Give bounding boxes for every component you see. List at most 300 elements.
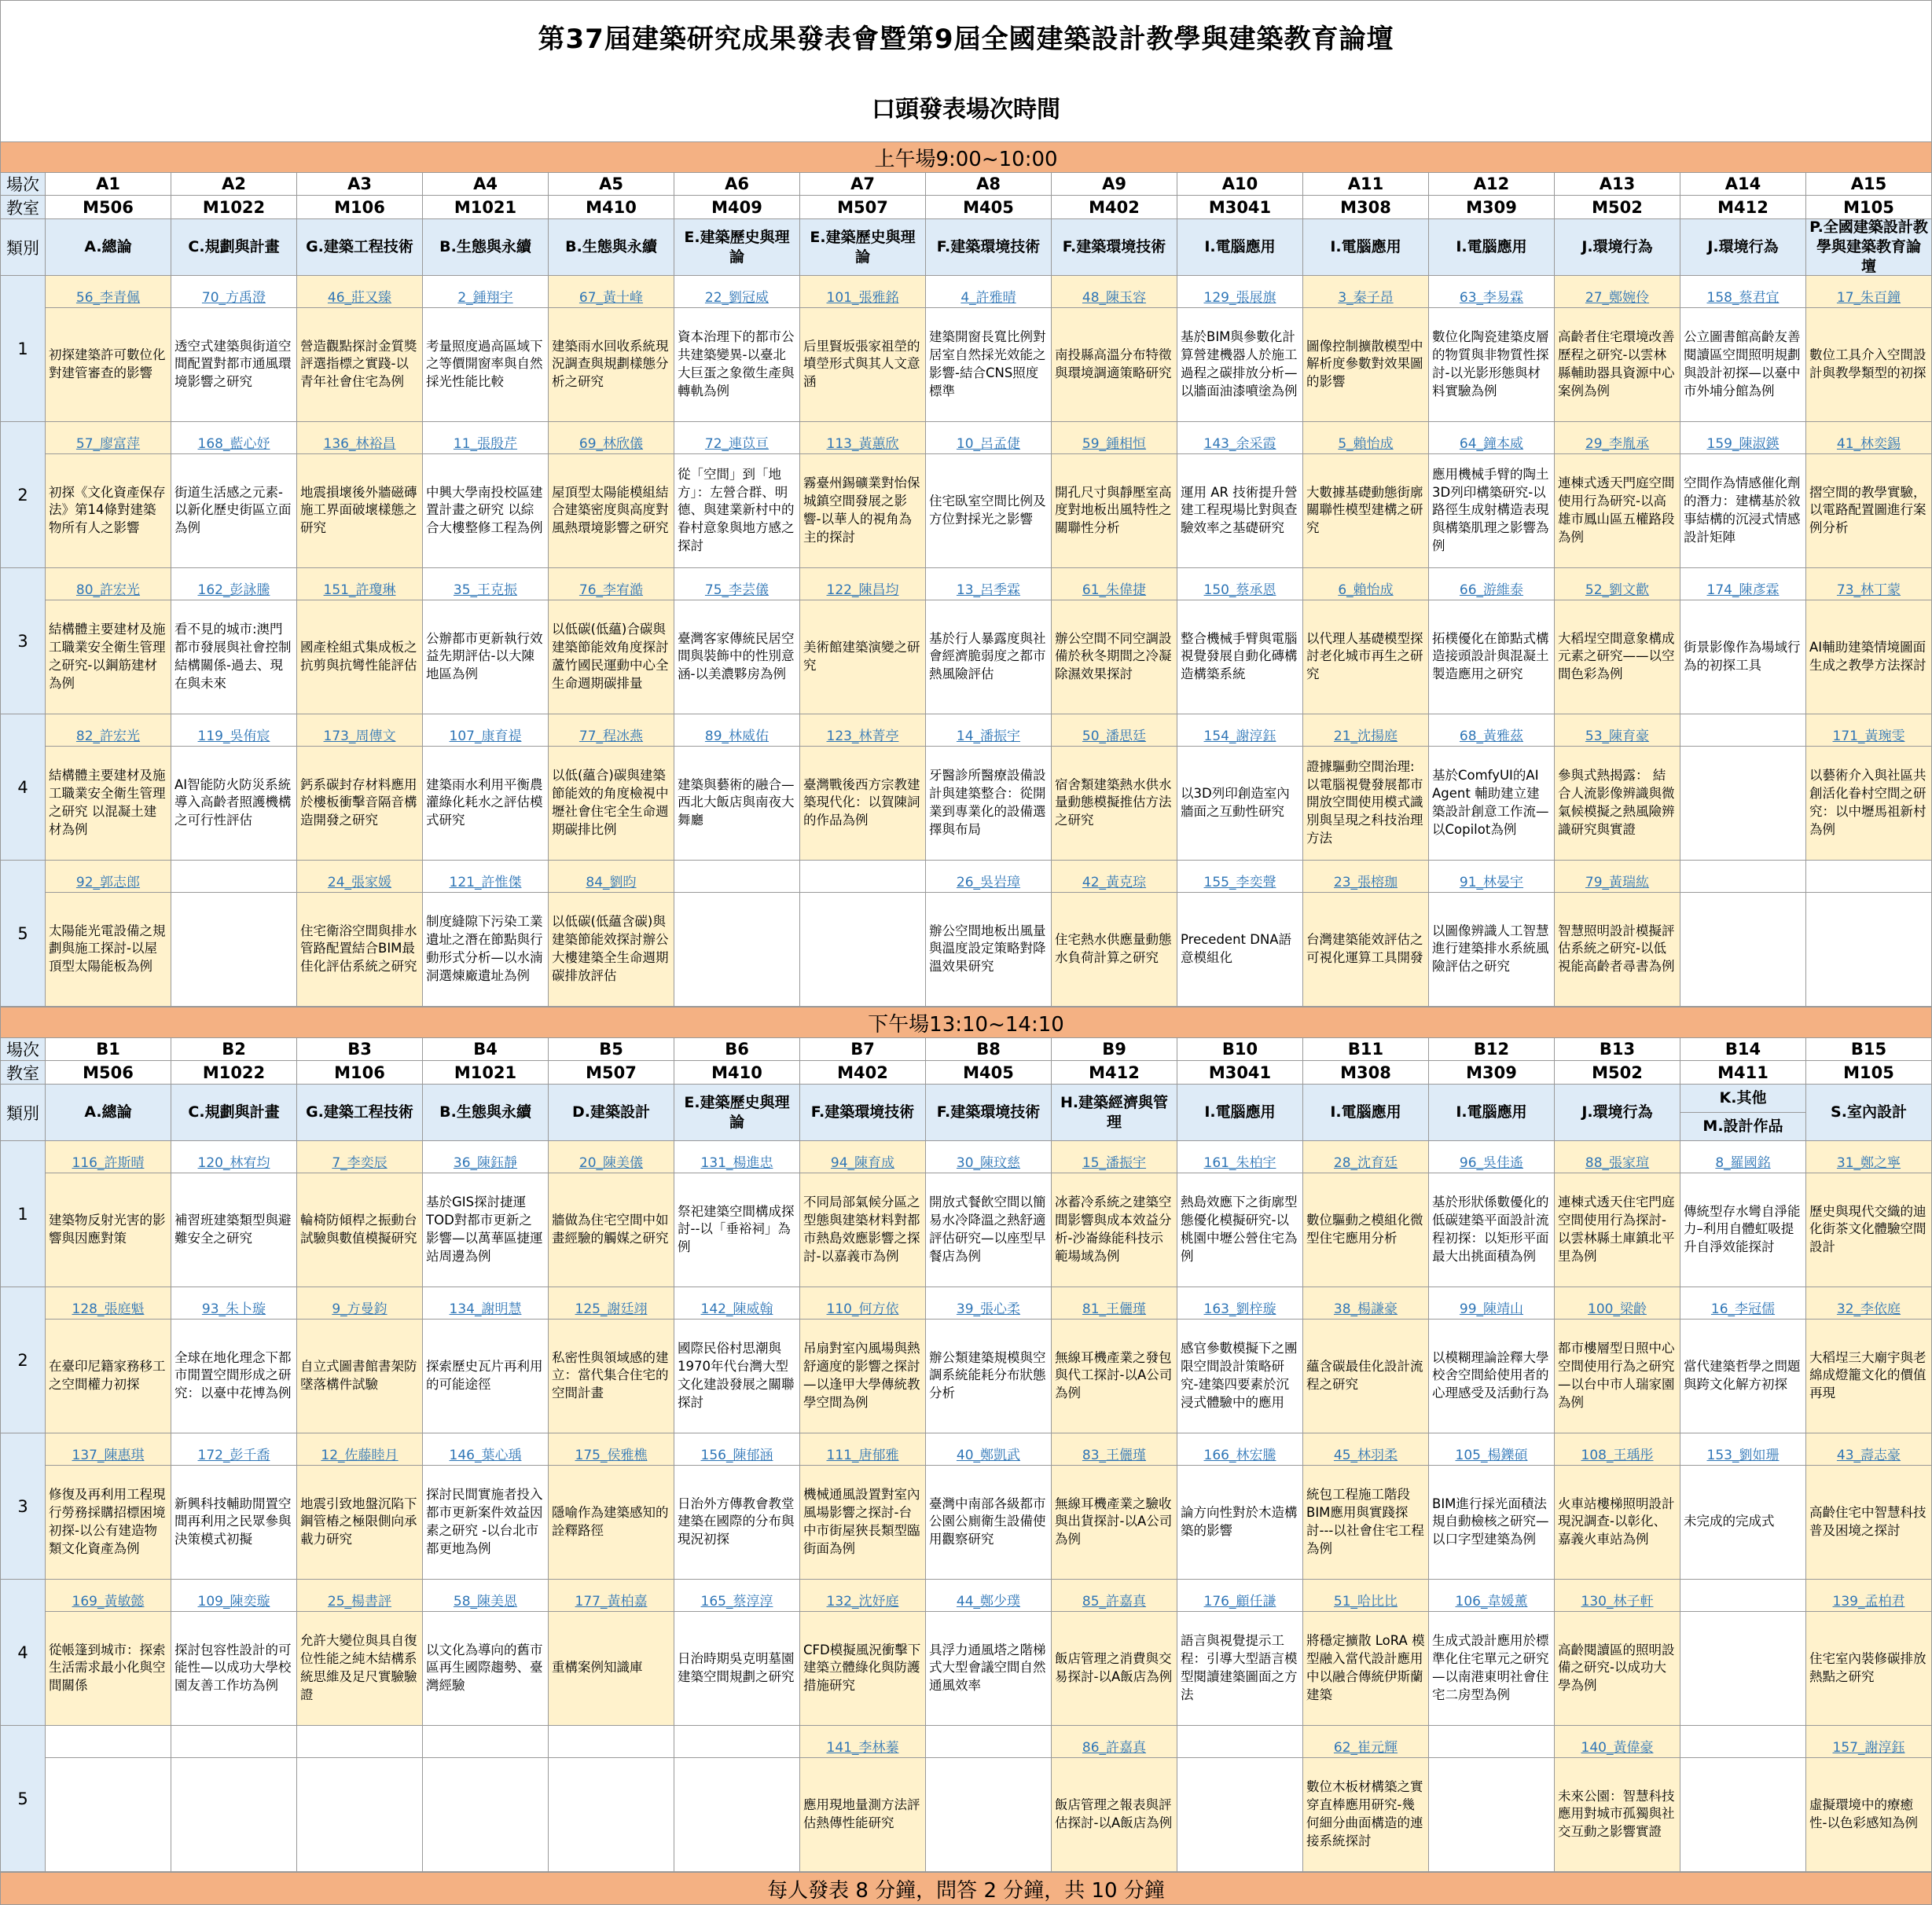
presenter-link[interactable]: 77_程冰燕 [549,714,674,747]
presenter-link[interactable]: 168_藍心妤 [171,422,296,454]
presenter-link[interactable]: 132_沈妤庭 [800,1580,925,1612]
presenter-link[interactable]: 116_許斯晴 [46,1141,171,1173]
presenter-link[interactable] [674,1726,799,1758]
page-subtitle: 口頭發表場次時間 [872,96,1060,123]
presenter-link[interactable]: 40_鄭凱武 [926,1433,1051,1466]
paper-title: 以圖像辨識人工智慧進行建築排水系統風險評估之研究 [1432,923,1549,975]
presenter-link[interactable]: 129_張展旗 [1177,276,1302,308]
presentation-slot [171,276,297,422]
paper-title: 資本治理下的都市公共建築變異-以臺北大巨蛋之象徵生產與轉軌為例 [678,329,795,398]
presenter-link[interactable] [46,1726,171,1758]
presenter-link[interactable]: 110_何方依 [800,1287,925,1320]
session-code: B12 [1429,1038,1555,1061]
presenter-link[interactable]: 10_呂孟倢 [926,422,1051,454]
presenter-link[interactable]: 93_朱卜璇 [171,1287,296,1320]
presenter-link[interactable]: 161_朱柏宇 [1177,1141,1302,1173]
presenter-link[interactable]: 101_張雅銘 [800,276,925,308]
presentation-slot [674,1433,800,1580]
presenter-link[interactable]: 92_郭志郎 [46,861,171,893]
paper-title: 建築與藝術的融合—西北大飯店與南夜大舞廳 [678,776,795,828]
presenter-link[interactable]: 94_陳育成 [800,1141,925,1173]
presentation-slot [171,1580,297,1726]
paper-title: 制度縫隙下污染工業遺址之潛在節點與行動形式分析—以水湳洞選煉廠遺址為例 [426,914,543,983]
presenter-link[interactable]: 61_朱偉捷 [1052,568,1177,600]
presenter-link[interactable]: 15_潘振宇 [1052,1141,1177,1173]
presenter-link[interactable]: 136_林裕昌 [297,422,422,454]
presenter-link[interactable]: 85_許嘉真 [1052,1580,1177,1612]
presenter-link[interactable]: 113_黃蕙欣 [800,422,925,454]
presentation-slot [1680,1580,1806,1726]
page-header [0,0,1932,141]
paper-title: 建築雨水利用平衡農灌綠化耗水之評估模式研究 [426,776,543,828]
presentation-slot [46,1580,171,1726]
presentation-slot [171,1287,297,1433]
presenter-link[interactable]: 68_黃雅茲 [1429,714,1554,747]
paper-title [1680,747,1805,860]
presentation-slot [297,568,423,714]
presenter-link[interactable]: 13_呂季霖 [926,568,1051,600]
presentation-slot [674,1726,800,1872]
session-code: A3 [297,173,423,196]
presenter-link[interactable]: 111_唐郁雅 [800,1433,925,1466]
paper-title: 歷史與現代交織的迪化街茶文化體驗空間設計 [1809,1203,1926,1255]
presenter-link[interactable]: 2_鍾翔宇 [423,276,548,308]
presenter-link[interactable]: 4_許雅晴 [926,276,1051,308]
presenter-link[interactable]: 5_賴怡成 [1303,422,1428,454]
presenter-link[interactable]: 91_林晏宇 [1429,861,1554,893]
presenter-link[interactable]: 175_侯雅樵 [549,1433,674,1466]
presenter-link[interactable]: 24_張家媛 [297,861,422,893]
presentation-slot [46,568,171,714]
presenter-link[interactable]: 48_陳玉容 [1052,276,1177,308]
presenter-link[interactable]: 159_陳淑鍈 [1680,422,1805,454]
category-label: F.建築環境技術 [800,1085,926,1141]
presenter-link[interactable]: 171_黃琬雯 [1806,714,1931,747]
paper-title: 街道生活感之元素-以新化歷史街區立面為例 [174,484,292,536]
presenter-link[interactable]: 50_潘思廷 [1052,714,1177,747]
presentation-slot [171,1141,297,1287]
presenter-link[interactable]: 7_李奕辰 [297,1141,422,1173]
presenter-link[interactable]: 100_梁齡 [1555,1287,1680,1320]
presenter-link[interactable] [171,861,296,893]
presentation-slot [297,1141,423,1287]
session-code: A6 [674,173,800,196]
presenter-link[interactable]: 109_陳奕璇 [171,1580,296,1612]
room-number: M106 [297,1061,423,1085]
paper-title: 數位工具介入空間設計與教學類型的初探 [1809,347,1926,380]
presentation-slot [549,1726,674,1872]
page-title: 第37屆建築研究成果發表會暨第9屆全國建築設計教學與建築教育論壇 [538,23,1394,55]
presenter-link[interactable]: 165_蔡淳淳 [674,1580,799,1612]
footer-note: 每人發表 8 分鐘，問答 2 分鐘，共 10 分鐘 [0,1872,1932,1905]
presentation-slot [46,276,171,422]
presenter-link[interactable]: 56_李青佩 [46,276,171,308]
presenter-link[interactable]: 121_許惟傑 [423,861,548,893]
presentation-slot [549,422,674,568]
presenter-link[interactable]: 42_黃克琮 [1052,861,1177,893]
presenter-link[interactable] [171,1726,296,1758]
session-code: B2 [171,1038,297,1061]
presenter-link[interactable]: 122_陳昌均 [800,568,925,600]
presenter-link[interactable] [1680,714,1805,747]
presentation-slot [46,861,171,1007]
presenter-link[interactable]: 123_林菁亭 [800,714,925,747]
presentation-slot [926,861,1052,1007]
presenter-link[interactable]: 108_王瑀彤 [1555,1433,1680,1466]
presenter-link[interactable]: 139_孟柏君 [1806,1580,1931,1612]
presenter-link[interactable]: 169_黃敏懿 [46,1580,171,1612]
category-label: I.電腦應用 [1303,219,1429,276]
room-number: M308 [1303,1061,1429,1085]
paper-title: 住宅熱水供應量動態水負荷計算之研究 [1055,932,1172,965]
presenter-link[interactable] [1806,861,1931,893]
paper-title: BIM進行採光面積法規自動檢核之研究—以口字型建築為例 [1432,1496,1549,1547]
paper-title: 未完成的完成式 [1684,1514,1775,1529]
paper-title: 連棟式透天住宅門庭空間使用行為探討-以雲林縣土庫鎮北平里為例 [1558,1195,1675,1264]
presenter-link[interactable]: 174_陳彥霖 [1680,568,1805,600]
paper-title: 地震損壞後外牆磁磚施工界面破壞樣態之研究 [300,484,417,536]
paper-title: 屋頂型太陽能模組結合建築密度與高度對風熱環境影響之研究 [552,484,669,536]
presenter-link[interactable]: 151_許瓊琳 [297,568,422,600]
presenter-link[interactable]: 73_林丁蒙 [1806,568,1931,600]
presenter-link[interactable]: 9_方曼鈞 [297,1287,422,1320]
presenter-link[interactable]: 105_楊鑠碩 [1429,1433,1554,1466]
schedule-table [0,141,1932,1905]
presenter-link[interactable]: 72_連苡亘 [674,422,799,454]
presentation-slot [549,568,674,714]
presenter-link[interactable]: 162_彭詠騰 [171,568,296,600]
presenter-link[interactable] [297,1726,422,1758]
presenter-link[interactable]: 84_劉昀 [549,861,674,893]
presenter-link[interactable]: 177_黃柏嘉 [549,1580,674,1612]
presentation-slot [1303,714,1429,861]
paper-title: 虛擬環境中的療癒性-以色彩感知為例 [1809,1797,1918,1830]
row-label-category: 類別 [0,219,46,276]
presenter-link[interactable] [1680,861,1805,893]
presenter-link[interactable]: 142_陳威翰 [674,1287,799,1320]
category-label: J.環境行為 [1680,219,1806,276]
paper-title: 具浮力通風塔之階梯式大型會議空間自然通風效率 [929,1642,1046,1694]
paper-title: 初探《文化資產保存法》第14條對建築物所有人之影響 [49,484,166,536]
presenter-link[interactable] [674,861,799,893]
session-code: B8 [926,1038,1052,1061]
presenter-link[interactable]: 52_劉文歡 [1555,568,1680,600]
paper-title: 鈣系碳封存材料應用於樓板衝擊音隔音構造開發之研究 [300,776,417,828]
room-number: M308 [1303,196,1429,219]
presenter-link[interactable]: 173_周傳文 [297,714,422,747]
presenter-link[interactable]: 157_謝淳鈺 [1806,1726,1931,1758]
presentation-slot [1177,861,1303,1007]
presentation-slot [423,861,549,1007]
presenter-link[interactable]: 81_王儷瑾 [1052,1287,1177,1320]
presenter-link[interactable] [800,861,925,893]
row-label-session: 場次 [0,173,46,196]
presentation-slot [46,714,171,861]
presenter-link[interactable]: 106_韋媛薰 [1429,1580,1554,1612]
session-code: B7 [800,1038,926,1061]
room-number: M309 [1429,1061,1555,1085]
presentation-slot [1555,1433,1680,1580]
room-number: M410 [674,1061,800,1085]
paper-title: 熱島效應下之街廓型態優化模擬研究-以桃園中壢公營住宅為例 [1181,1195,1298,1264]
presenter-link[interactable]: 125_謝廷翊 [549,1287,674,1320]
presentation-slot [1303,276,1429,422]
presenter-link[interactable]: 14_潘振宇 [926,714,1051,747]
room-number: M502 [1555,1061,1680,1085]
presenter-link[interactable]: 130_林子軒 [1555,1580,1680,1612]
presentation-slot [674,1287,800,1433]
paper-title: 辦公空間不同空調設備於秋冬期間之冷凝除濕效果探討 [1055,630,1172,682]
presenter-link[interactable]: 11_張殷芹 [423,422,548,454]
presenter-link[interactable]: 154_謝淳鈺 [1177,714,1302,747]
presenter-link[interactable]: 107_康育禔 [423,714,548,747]
paper-title: 看不見的城市:澳門都市發展與社會控制結構關係-過去、現在與未來 [174,622,292,691]
presenter-link[interactable]: 86_許嘉真 [1052,1726,1177,1758]
presenter-link[interactable]: 6_賴怡成 [1303,568,1428,600]
presentation-slot [1177,1141,1303,1287]
presenter-link[interactable]: 39_張心柔 [926,1287,1051,1320]
paper-title: 以低碳(低蘊含碳)與建築節能效探討辦公大樓建築全生命週期碳排放評估 [552,914,669,983]
room-number: M412 [1680,196,1806,219]
presenter-link[interactable]: 26_吳岩璋 [926,861,1051,893]
paper-title: 營造觀點探討金質獎評選指標之實踐-以青年社會住宅為例 [300,338,417,390]
presenter-link[interactable]: 29_李胤承 [1555,422,1680,454]
presenter-link[interactable]: 119_吳侑宸 [171,714,296,747]
presenter-link[interactable]: 172_彭千喬 [171,1433,296,1466]
presentation-slot [1303,1580,1429,1726]
presenter-link[interactable]: 79_黃瑞紘 [1555,861,1680,893]
presenter-link[interactable]: 30_陳玟慈 [926,1141,1051,1173]
presentation-slot [1680,276,1806,422]
presenter-link[interactable] [926,1726,1051,1758]
presenter-link[interactable]: 99_陳靖山 [1429,1287,1554,1320]
presentation-slot [1429,1141,1555,1287]
session-code: A11 [1303,173,1429,196]
category-label: I.電腦應用 [1177,1085,1303,1141]
presenter-link[interactable]: 96_吳佳遙 [1429,1141,1554,1173]
paper-title [674,893,799,1006]
paper-title: 都市樓層型日照中心空間使用行為之研究—以台中市人瑞家園為例 [1558,1341,1675,1410]
presenter-link[interactable]: 156_陳郁涵 [674,1433,799,1466]
session-code: A2 [171,173,297,196]
presenter-link[interactable]: 89_林威佑 [674,714,799,747]
session-code: A10 [1177,173,1303,196]
presenter-link[interactable]: 43_壽志豪 [1806,1433,1931,1466]
presenter-link[interactable]: 41_林奕錫 [1806,422,1931,454]
row-label-room: 教室 [0,196,46,219]
presenter-link[interactable]: 17_朱百鐘 [1806,276,1931,308]
presenter-link[interactable]: 38_楊謙豪 [1303,1287,1428,1320]
paper-title: 建築開窗長寬比例對居室自然採光效能之影響-結合CNS照度標準 [929,329,1046,398]
presentation-slot [171,568,297,714]
session-code: A15 [1806,173,1932,196]
presenter-link[interactable]: 143_余采霞 [1177,422,1302,454]
presentation-slot [1429,1580,1555,1726]
presenter-link[interactable]: 67_黃十峰 [549,276,674,308]
presentation-slot [297,276,423,422]
presenter-link[interactable]: 158_蔡君宜 [1680,276,1805,308]
presenter-link[interactable]: 83_王儷瑾 [1052,1433,1177,1466]
presenter-link[interactable]: 31_鄭之寧 [1806,1141,1931,1173]
presenter-link[interactable]: 57_廖富萍 [46,422,171,454]
room-number: M412 [1052,1061,1177,1085]
paper-title: 私密性與領域感的建立：當代集合住宅的空間計畫 [552,1349,669,1401]
presenter-link[interactable]: 82_許宏光 [46,714,171,747]
presenter-link[interactable]: 12_佐藤睦月 [297,1433,422,1466]
presentation-slot [926,1141,1052,1287]
presenter-link[interactable]: 155_李奕聲 [1177,861,1302,893]
presenter-link[interactable]: 53_陳育豪 [1555,714,1680,747]
paper-title: 修復及再利用工程現行勞務採購招標困境初探-以公有建造物類文化資產為例 [49,1487,166,1556]
paper-title: 住宅臥室空間比例及方位對採光之影響 [929,494,1046,527]
presenter-link[interactable]: 128_張庭魁 [46,1287,171,1320]
presenter-link[interactable]: 69_林欣儀 [549,422,674,454]
paper-title: 輪椅防傾桿之振動台試驗與數值模擬研究 [300,1213,417,1246]
presenter-link[interactable]: 59_鍾相恒 [1052,422,1177,454]
presenter-link[interactable]: 75_李芸儀 [674,568,799,600]
paper-title [46,1758,171,1871]
presenter-link[interactable]: 36_陳鈺靜 [423,1141,548,1173]
presentation-slot [549,714,674,861]
presentation-slot [46,1287,171,1433]
presenter-link[interactable] [1177,1726,1302,1758]
presenter-link[interactable]: 28_沈育廷 [1303,1141,1428,1173]
presenter-link[interactable]: 3_秦子昂 [1303,276,1428,308]
paper-title: 拓樸優化在節點式構造接頭設計與混凝土製造應用之研究 [1432,630,1549,682]
presenter-link[interactable] [423,1726,548,1758]
session-code: A5 [549,173,674,196]
presenter-link[interactable]: 150_蔡承恩 [1177,568,1302,600]
presenter-link[interactable]: 45_林羽柔 [1303,1433,1428,1466]
room-number: M402 [800,1061,926,1085]
presenter-link[interactable]: 163_劉梓璇 [1177,1287,1302,1320]
presenter-link[interactable]: 16_李冠儒 [1680,1287,1805,1320]
paper-title: 中興大學南投校區建置計畫之研究 以綜合大樓整修工程為例 [426,484,543,536]
presentation-slot [1806,1141,1932,1287]
paper-title: 辦公空間地板出風量與溫度設定策略對降溫效果研究 [929,923,1046,975]
presentation-slot [1429,276,1555,422]
paper-title: 數位化陶瓷建築皮層的物質與非物質性探討-以光影形態與材料實驗為例 [1432,329,1549,398]
presenter-link[interactable]: 44_鄭少璞 [926,1580,1051,1612]
presenter-link[interactable]: 58_陳美恩 [423,1580,548,1612]
presenter-link[interactable] [1680,1726,1805,1758]
category-label: I.電腦應用 [1429,219,1555,276]
category-label: G.建築工程技術 [297,1085,423,1141]
presenter-link[interactable]: 23_張榕珈 [1303,861,1428,893]
paper-title: 探討民間實施者投入都市更新案件效益因素之研究 -以台北市都更地為例 [426,1487,543,1556]
presentation-slot [1555,1726,1680,1872]
presenter-link[interactable]: 166_林宏騰 [1177,1433,1302,1466]
presenter-link[interactable]: 70_方禹澄 [171,276,296,308]
presenter-link[interactable]: 51_哈比比 [1303,1580,1428,1612]
presenter-link[interactable]: 153_劉如珊 [1680,1433,1805,1466]
paper-title: 應用現地量測方法評估熱傳性能研究 [803,1797,920,1830]
paper-title: 未來公園：智慧科技應用對城市孤獨與社交互動之影響實證 [1558,1788,1675,1840]
presentation-slot [1806,276,1932,422]
presenter-link[interactable]: 76_李宥澔 [549,568,674,600]
presenter-link[interactable]: 176_顧任謙 [1177,1580,1302,1612]
presenter-link[interactable]: 21_沈揚庭 [1303,714,1428,747]
presentation-slot [926,422,1052,568]
presenter-link[interactable]: 32_李依庭 [1806,1287,1931,1320]
paper-title: 將穩定擴散 LoRA 模型融入當代設計應用中以融合傳統伊斯蘭建築 [1306,1633,1425,1702]
presenter-link[interactable]: 131_楊進忠 [674,1141,799,1173]
presenter-link[interactable]: 8_羅國銘 [1680,1141,1805,1173]
presenter-link[interactable]: 35_王克振 [423,568,548,600]
presenter-link[interactable] [1680,1580,1805,1612]
presenter-link[interactable]: 137_陳惠琪 [46,1433,171,1466]
presenter-link[interactable]: 27_鄭婉伶 [1555,276,1680,308]
presentation-slot [1555,276,1680,422]
presenter-link[interactable]: 63_李易霖 [1429,276,1554,308]
category-label: D.建築設計 [549,1085,674,1141]
presenter-link[interactable] [549,1726,674,1758]
presenter-link[interactable]: 46_莊又臻 [297,276,422,308]
presentation-slot [1806,422,1932,568]
presenter-link[interactable]: 22_劉冠威 [674,276,799,308]
presenter-link[interactable] [1429,1726,1554,1758]
presenter-link[interactable]: 20_陳美儀 [549,1141,674,1173]
presenter-link[interactable]: 134_謝明慧 [423,1287,548,1320]
presenter-link[interactable]: 146_葉心瑀 [423,1433,548,1466]
presenter-link[interactable]: 140_黃偉豪 [1555,1726,1680,1758]
category-label: F.建築環境技術 [1052,219,1177,276]
paper-title [549,1758,674,1871]
paper-title: 街景影像作為場域行為的初探工具 [1684,640,1801,673]
presenter-link[interactable]: 120_林宥均 [171,1141,296,1173]
presenter-link[interactable]: 25_楊書評 [297,1580,422,1612]
presenter-link[interactable]: 80_許宏光 [46,568,171,600]
presenter-link[interactable]: 88_張家瑄 [1555,1141,1680,1173]
session-banner: 上午場9:00~10:00 [0,141,1932,173]
category-label: S.室內設計 [1806,1085,1932,1141]
room-number: M1021 [423,1061,549,1085]
category-label: J.環境行為 [1555,219,1680,276]
paper-title: 以低碳(低蘊)合碳與建築節能效角度探討蘆竹國民運動中心全生命週期碳排量 [552,622,669,691]
presentation-slot [297,1726,423,1872]
category-label: G.建築工程技術 [297,219,423,276]
presentation-slot [549,1287,674,1433]
presentation-slot [674,1141,800,1287]
paper-title: 基於形狀係數優化的低碳建築平面設計流程初探：以矩形平面最大出挑面積為例 [1432,1195,1549,1264]
presenter-link[interactable]: 141_李林蓁 [800,1726,925,1758]
paper-title: 摺空間的教學實驗，以電路配置圖進行案例分析 [1809,484,1926,536]
presentation-slot [800,1287,926,1433]
session-code: B3 [297,1038,423,1061]
presenter-link[interactable]: 66_游維泰 [1429,568,1554,600]
paper-title [171,893,296,1006]
session-code: B10 [1177,1038,1303,1061]
presentation-slot [297,861,423,1007]
paper-title: 臺灣客家傳統民居空間與裝飾中的性別意涵-以美濃夥房為例 [678,630,795,682]
room-number: M411 [1680,1061,1806,1085]
paper-title: 參與式熱揭露： 結合人流影像辨識與微氣候模擬之熱風險辨識研究與實證 [1558,768,1675,837]
room-number: M3041 [1177,1061,1303,1085]
presenter-link[interactable]: 64_鐘本威 [1429,422,1554,454]
paper-title: 允許大變位與具自復位性能之純木結構系統思維及足尺實驗驗證 [300,1633,417,1702]
category-label: I.電腦應用 [1177,219,1303,276]
presentation-slot [1806,568,1932,714]
paper-title: 從「空間」到「地方」：左營合群、明德、與建業新村中的眷村意象與地方感之探討 [678,466,795,553]
paper-title: 空間作為情感催化劑的潛力：建構基於敘事結構的沉浸式情感設計矩陣 [1684,475,1801,545]
session-code: A1 [46,173,171,196]
presenter-link[interactable]: 62_崔元輝 [1303,1726,1428,1758]
session-banner: 下午場13:10~14:10 [0,1007,1932,1038]
paper-title: 高齡者住宅環境改善歷程之研究-以雲林縣輔助器具資源中心案例為例 [1558,329,1675,398]
paper-title [1680,1758,1805,1871]
row-number: 5 [0,861,46,1007]
row-label-room: 教室 [0,1061,46,1085]
